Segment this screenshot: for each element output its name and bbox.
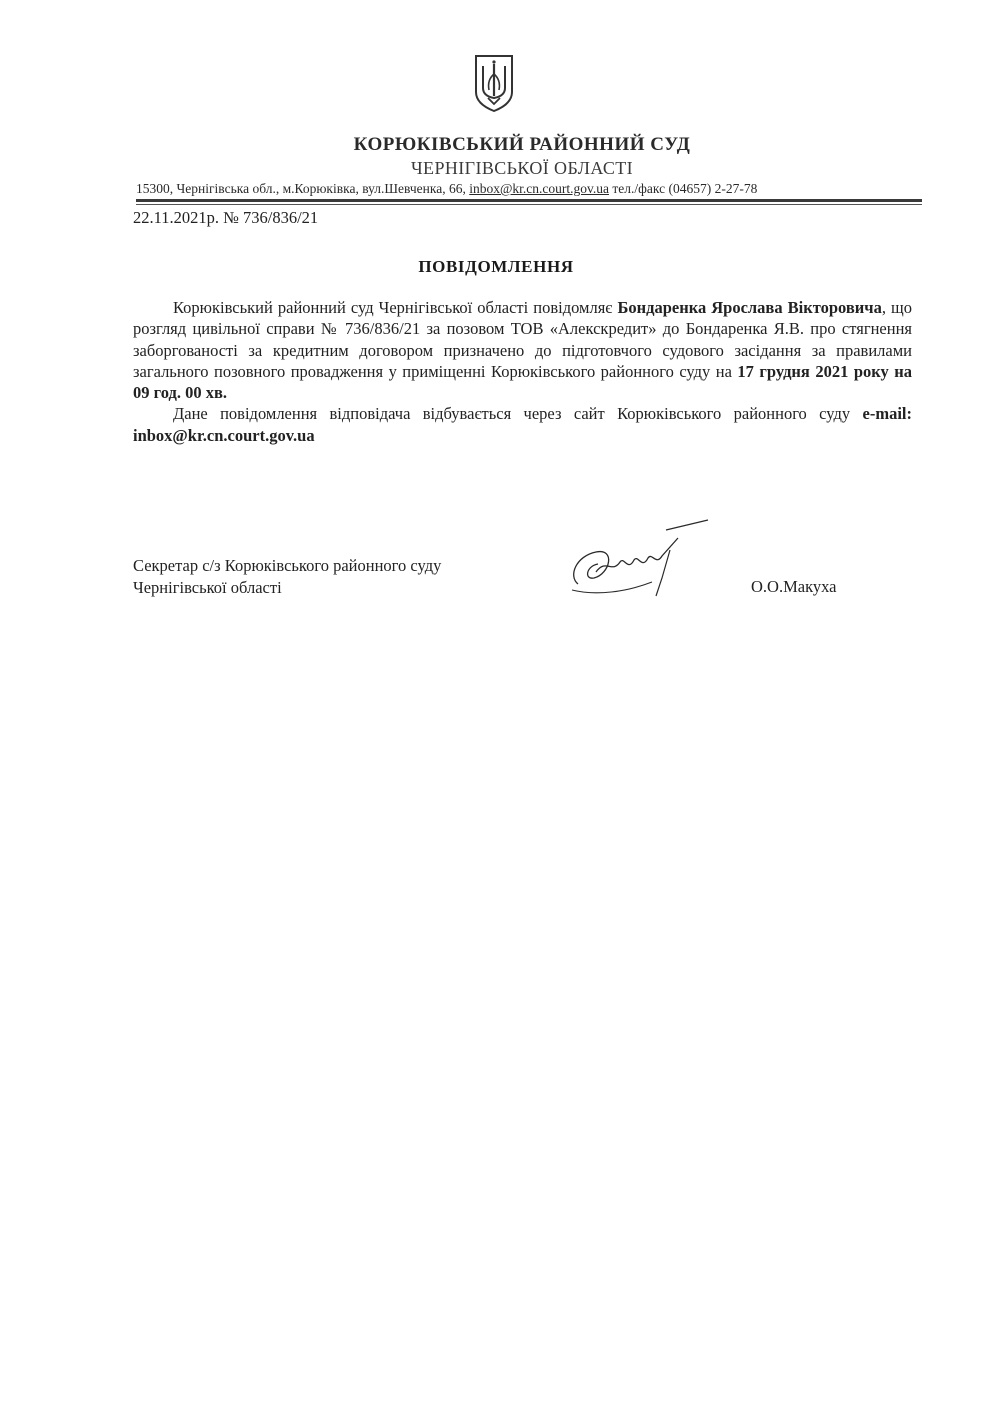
- defendant-name: Бондаренка Ярослава Вікторовича: [617, 298, 882, 317]
- address-email-link[interactable]: inbox@kr.cn.court.gov.ua: [469, 181, 609, 196]
- signatory-name: О.О.Макуха: [751, 577, 837, 596]
- paragraph-text: Дане повідомлення відповідача відбувається через сайт Корюківського районного суду: [173, 404, 863, 424]
- signatory-position: [133, 555, 441, 599]
- court-email: e-mail: inbox@kr.cn.court.gov.ua: [133, 404, 912, 445]
- document-body: [133, 297, 912, 446]
- hearing-datetime: 17 грудня 2021 року на 09 год. 00 хв.: [133, 361, 913, 403]
- document-title: ПОВІДОМЛЕННЯ: [418, 257, 574, 276]
- notice-paragraph: [133, 403, 912, 446]
- address-phone: тел./факс (04657) 2-27-78: [609, 181, 758, 196]
- trident-emblem-icon: [472, 52, 516, 114]
- handwritten-signature: [566, 516, 712, 602]
- court-name: КОРЮКІВСЬКИЙ РАЙОННИЙ СУД: [353, 134, 691, 155]
- court-address: [136, 181, 922, 197]
- position-line: Секретар с/з Корюківського районного суду: [133, 556, 442, 575]
- court-region: ЧЕРНІГІВСЬКОЇ ОБЛАСТІ: [410, 158, 634, 178]
- notice-paragraph: [133, 297, 912, 403]
- header-divider: [136, 199, 922, 202]
- paragraph-text: , що розгляд цивільної справи № 736/836/21 за позовом ТОВ «Алекскредит» до Бондаренка Я.В. про стягнення заборгованості за кредитним договором призначено до підготовчого судового засідання за правилами загального позовного провадження у приміщенні Корюківського районного суду на: [133, 298, 912, 381]
- paragraph-text: Корюківський районний суд Чернігівської області повідомляє: [173, 298, 618, 317]
- document-reference: 22.11.2021р. № 736/836/21: [133, 208, 319, 227]
- address-text: 15300, Чернігівська обл., м.Корюківка, вул.Шевченка, 66,: [136, 181, 470, 196]
- header-divider-thin: [136, 204, 922, 205]
- position-line: Чернігівської області: [133, 578, 282, 597]
